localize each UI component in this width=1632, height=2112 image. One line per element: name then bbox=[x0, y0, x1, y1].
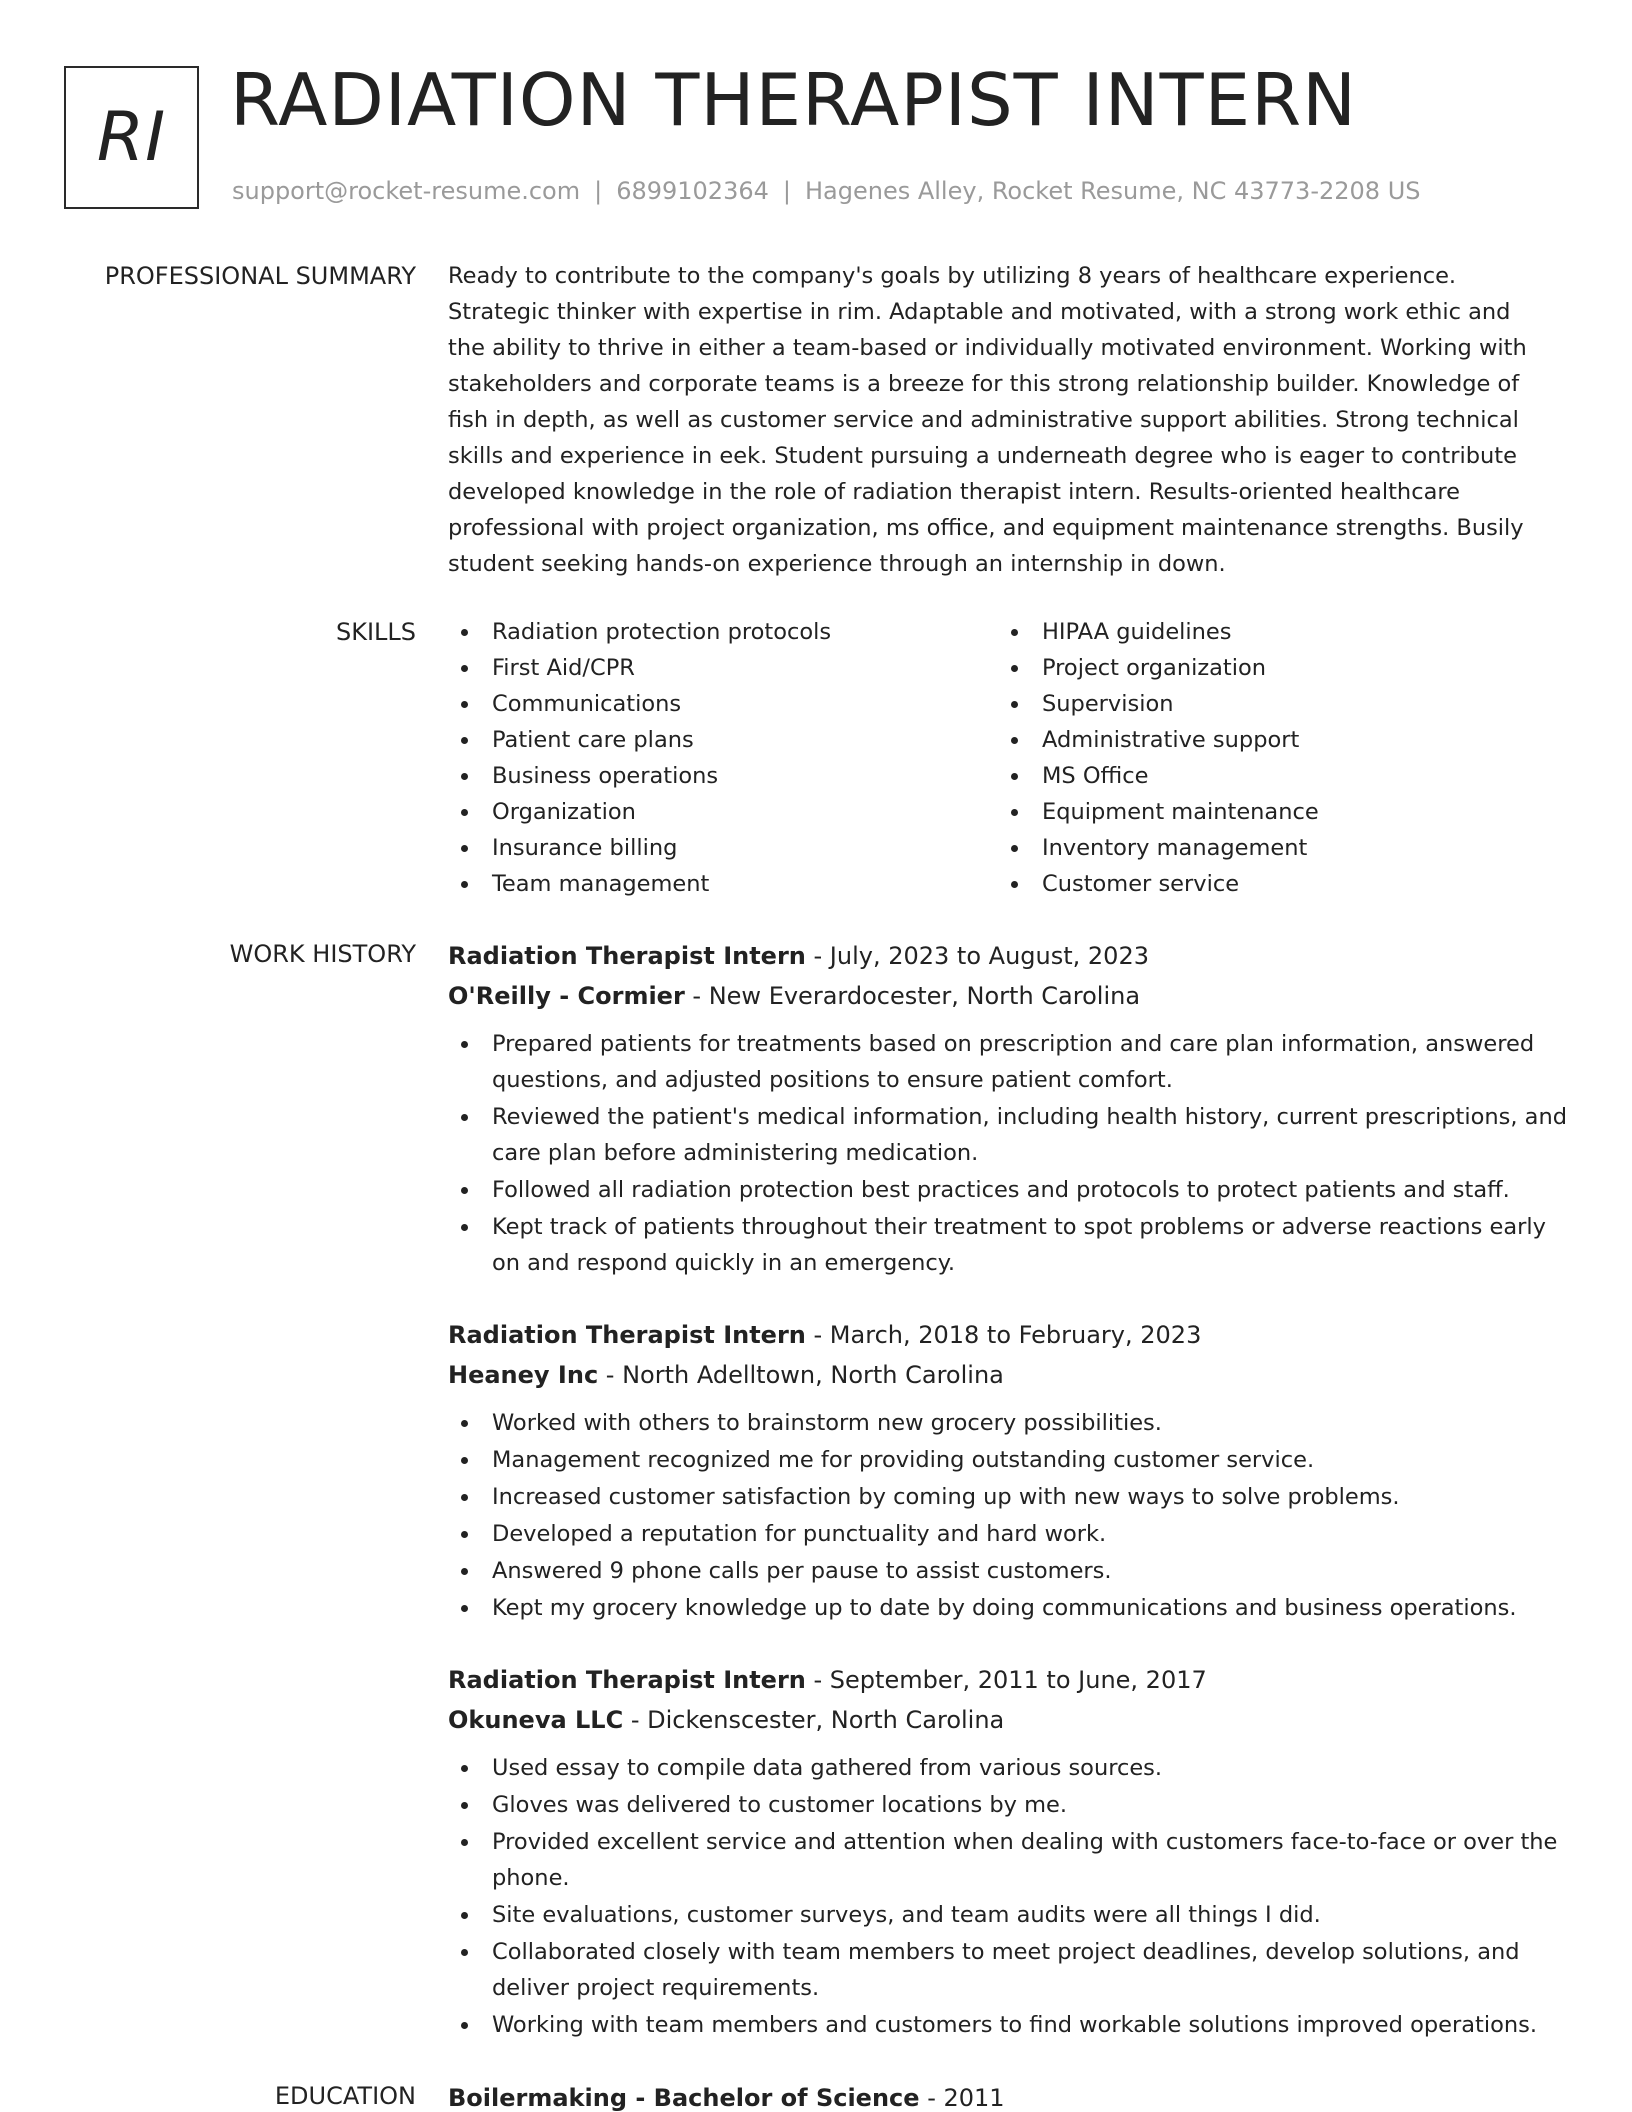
job-company: Okuneva LLC bbox=[448, 1706, 624, 1734]
job-dates: - September, 2011 to June, 2017 bbox=[805, 1666, 1207, 1694]
job-company-line bbox=[448, 1355, 1568, 1395]
contact-address: Hagenes Alley, Rocket Resume, NC 43773-2208 US bbox=[804, 177, 1421, 205]
skill-item: Project organization bbox=[998, 650, 1548, 686]
skill-item: HIPAA guidelines bbox=[998, 614, 1548, 650]
job-location: - North Adelltown, North Carolina bbox=[598, 1361, 1004, 1389]
contact-line bbox=[232, 174, 1421, 208]
job-title-line bbox=[448, 1660, 1568, 1700]
work-history-body bbox=[448, 936, 1568, 2077]
job-company: O'Reilly - Cormier bbox=[448, 982, 685, 1010]
skill-item: Supervision bbox=[998, 686, 1548, 722]
job-bullet: Reviewed the patient's medical information, including health history, current prescriptions, and care plan before administering medication. bbox=[448, 1099, 1568, 1171]
skill-item: Team management bbox=[448, 866, 998, 902]
summary-text: Ready to contribute to the company's goals by utilizing 8 years of healthcare experience. Strategic thinker with expertise in rim. Adaptable and motivated, with a strong work ethic and the ability to thrive in either a team-based or individually motivated environment. Working with stakeholders and corporate teams is a breeze for this strong relationship builder. Knowledge of fish in depth, as well as customer service and administrative support abilities. Strong technical skills and experience in eek. Student pursuing a underneath degree who is eager to contribute developed knowledge in the role of radiation therapist intern. Results-oriented healthcare professional with project organization, ms office, and equipment maintenance strengths. Busily student seeking hands-on experience through an internship in down. bbox=[448, 263, 1527, 577]
section-label-skills: SKILLS bbox=[335, 618, 416, 646]
section-label-education: EDUCATION bbox=[274, 2082, 416, 2110]
skill-item: Administrative support bbox=[998, 722, 1548, 758]
monogram-initials: RI bbox=[96, 98, 167, 177]
skill-item: Patient care plans bbox=[448, 722, 998, 758]
skill-item: Customer service bbox=[998, 866, 1548, 902]
job-title: Radiation Therapist Intern bbox=[448, 942, 806, 970]
job-title-line bbox=[448, 1315, 1568, 1355]
job-bullets bbox=[448, 1405, 1568, 1626]
job-bullet: Gloves was delivered to customer locations by me. bbox=[448, 1787, 1568, 1823]
education-degree: Boilermaking - Bachelor of Science bbox=[448, 2084, 920, 2112]
job-company: Heaney Inc bbox=[448, 1361, 599, 1389]
job-bullet: Provided excellent service and attention when dealing with customers face-to-face or over the phone. bbox=[448, 1824, 1568, 1896]
skills-list-left bbox=[448, 614, 998, 902]
job-bullet: Increased customer satisfaction by coming up with new ways to solve problems. bbox=[448, 1479, 1568, 1515]
skill-item: Equipment maintenance bbox=[998, 794, 1548, 830]
contact-separator: | bbox=[594, 177, 603, 205]
education-line bbox=[448, 2078, 1568, 2112]
education-year: - 2011 bbox=[919, 2084, 1005, 2112]
section-label-summary: PROFESSIONAL SUMMARY bbox=[104, 262, 416, 290]
job-title-line bbox=[448, 936, 1568, 976]
job-bullets bbox=[448, 1750, 1568, 2043]
candidate-name: RADIATION THERAPIST INTERN bbox=[230, 58, 1357, 142]
job-location: - Dickenscester, North Carolina bbox=[623, 1706, 1005, 1734]
monogram-box bbox=[64, 66, 199, 209]
job-entry bbox=[448, 1315, 1568, 1626]
job-bullet: Prepared patients for treatments based on prescription and care plan information, answered questions, and adjusted positions to ensure patient comfort. bbox=[448, 1026, 1568, 1098]
job-bullet: Site evaluations, customer surveys, and team audits were all things I did. bbox=[448, 1897, 1568, 1933]
job-bullet: Used essay to compile data gathered from various sources. bbox=[448, 1750, 1568, 1786]
skill-item: Business operations bbox=[448, 758, 998, 794]
job-bullet: Worked with others to brainstorm new grocery possibilities. bbox=[448, 1405, 1568, 1441]
job-title: Radiation Therapist Intern bbox=[448, 1666, 806, 1694]
skill-item: Radiation protection protocols bbox=[448, 614, 998, 650]
job-company-line bbox=[448, 1700, 1568, 1740]
skill-item: MS Office bbox=[998, 758, 1548, 794]
skills-list-right bbox=[998, 614, 1548, 902]
skill-item: Communications bbox=[448, 686, 998, 722]
contact-email: support@rocket-resume.com bbox=[232, 177, 581, 205]
job-bullet: Management recognized me for providing outstanding customer service. bbox=[448, 1442, 1568, 1478]
section-label-work: WORK HISTORY bbox=[229, 940, 416, 968]
job-bullet: Working with team members and customers to find workable solutions improved operations. bbox=[448, 2007, 1568, 2043]
skill-item: Inventory management bbox=[998, 830, 1548, 866]
contact-separator: | bbox=[782, 177, 791, 205]
job-bullet: Answered 9 phone calls per pause to assist customers. bbox=[448, 1553, 1568, 1589]
skill-item: Insurance billing bbox=[448, 830, 998, 866]
job-bullet: Kept my grocery knowledge up to date by doing communications and business operations. bbox=[448, 1590, 1568, 1626]
job-location: - New Everardocester, North Carolina bbox=[684, 982, 1141, 1010]
job-dates: - July, 2023 to August, 2023 bbox=[805, 942, 1149, 970]
job-bullet: Followed all radiation protection best practices and protocols to protect patients and staff. bbox=[448, 1172, 1568, 1208]
job-title: Radiation Therapist Intern bbox=[448, 1321, 806, 1349]
job-bullet: Developed a reputation for punctuality and hard work. bbox=[448, 1516, 1568, 1552]
skill-item: First Aid/CPR bbox=[448, 650, 998, 686]
contact-phone: 6899102364 bbox=[616, 177, 769, 205]
education-body bbox=[448, 2078, 1568, 2112]
skill-item: Organization bbox=[448, 794, 998, 830]
job-dates: - March, 2018 to February, 2023 bbox=[805, 1321, 1202, 1349]
summary-body bbox=[448, 258, 1548, 582]
job-bullets bbox=[448, 1026, 1568, 1281]
job-bullet: Kept track of patients throughout their treatment to spot problems or adverse reactions early on and respond quickly in an emergency. bbox=[448, 1209, 1568, 1281]
skills-columns bbox=[448, 614, 1568, 902]
job-bullet: Collaborated closely with team members to meet project deadlines, develop solutions, and deliver project requirements. bbox=[448, 1934, 1568, 2006]
job-company-line bbox=[448, 976, 1568, 1016]
job-entry bbox=[448, 1660, 1568, 2043]
job-entry bbox=[448, 936, 1568, 1281]
